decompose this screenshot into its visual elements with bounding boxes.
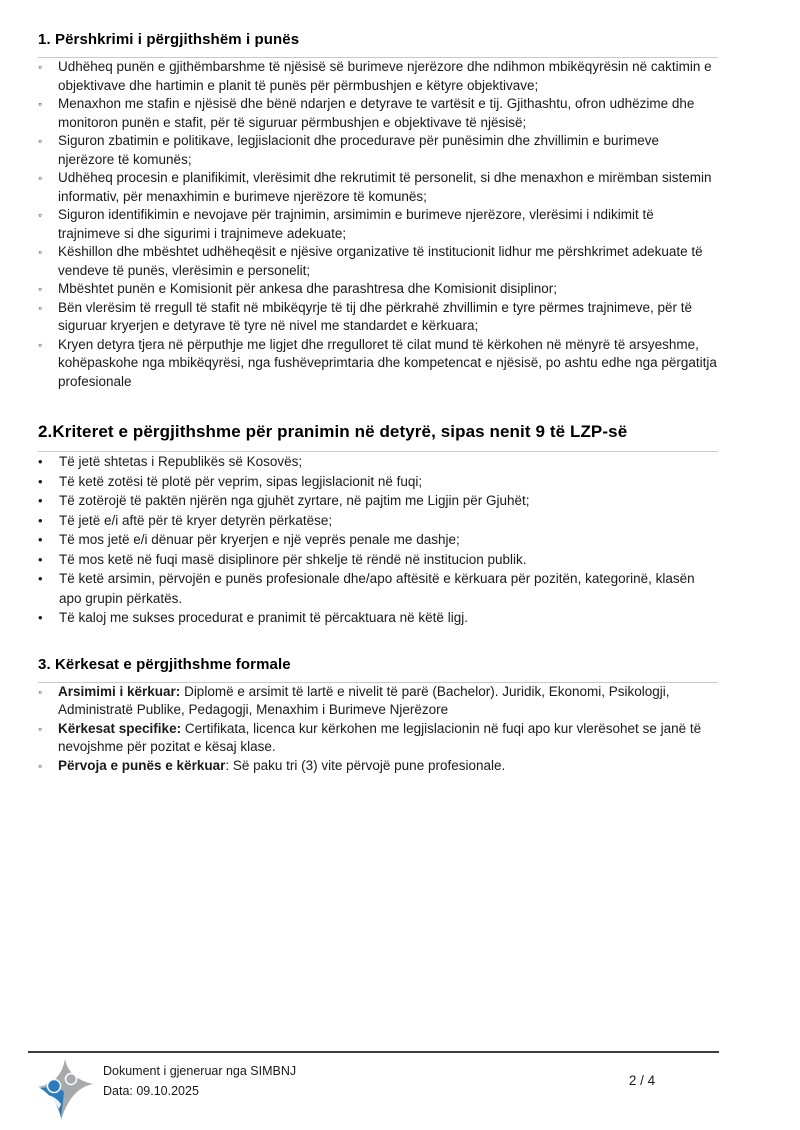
list-item bbox=[38, 95, 718, 132]
dot-bullet-icon: • bbox=[38, 493, 43, 508]
list-item-text bbox=[58, 683, 718, 720]
section-2-heading: 2.Kriteret e përgjithshme për pranimin në detyrë, sipas nenit 9 të LZP-së bbox=[38, 421, 718, 452]
list-item bbox=[38, 530, 718, 550]
dot-bullet-icon: • bbox=[38, 610, 43, 625]
circle-bullet-icon: ◦ bbox=[38, 134, 43, 148]
simbnj-logo-icon bbox=[34, 1057, 96, 1128]
list-item bbox=[38, 569, 718, 608]
circle-bullet-icon: ◦ bbox=[38, 245, 43, 259]
list-item bbox=[38, 511, 718, 531]
page-footer bbox=[0, 1051, 800, 1130]
circle-bullet-icon: ◦ bbox=[38, 171, 43, 185]
list-item-detail: Diplomë e arsimit të lartë e nivelit të parë (Bachelor). Juridik, Ekonomi, Psikologji, Administratë Publike, Pedagogji, Menaxhim i Burimeve Njerëzore bbox=[58, 683, 670, 717]
dot-bullet-icon: • bbox=[38, 532, 43, 547]
list-item-bold-label: Kërkesat specifike: bbox=[58, 720, 182, 736]
list-item-text: Udhëheq procesin e planifikimit, vlerësimit dhe rekrutimit të personelit, si dhe menaxhon e mirëmban sistemin informativ, për menaxhimin e burimeve njerëzore të komunës; bbox=[58, 170, 712, 204]
list-item bbox=[38, 169, 718, 206]
list-item bbox=[38, 472, 718, 492]
list-item-text: Siguron identifikimin e nevojave për trajnimin, arsimimin e burimeve njerëzore, vlerësimi i ndikimit të trajnimeve si dhe sigurimi i trajnimeve adekuate; bbox=[58, 207, 654, 241]
list-item-text: Siguron zbatimin e politikave, legjislacionit dhe procedurave për punësimin dhe zhvillimin e burimeve njerëzore të komunës; bbox=[58, 133, 660, 167]
list-item bbox=[38, 299, 718, 336]
list-item bbox=[38, 452, 718, 472]
list-item-text: Mbështet punën e Komisionit për ankesa dhe parashtresa dhe Komisionit disiplinor; bbox=[58, 281, 558, 296]
list-item bbox=[38, 243, 718, 280]
circle-bullet-icon: ◦ bbox=[38, 337, 43, 352]
page-number: 2 / 4 bbox=[628, 1073, 656, 1088]
section-1-heading: 1. Përshkrimi i përgjithshëm i punës bbox=[38, 30, 718, 58]
list-item bbox=[38, 550, 718, 570]
list-item-text: Të jetë e/i aftë për të kryer detyrën përkatëse; bbox=[59, 512, 333, 528]
list-item-text: Këshillon dhe mbështet udhëheqësit e njësive organizative të institucionit lidhur me përshkrimet adekuate të vendeve të punës, vlerësimin e personelit; bbox=[58, 244, 703, 278]
dot-bullet-icon: • bbox=[38, 571, 43, 586]
list-item bbox=[38, 280, 718, 299]
circle-bullet-icon: ◦ bbox=[38, 721, 43, 736]
list-item bbox=[38, 683, 718, 720]
list-item bbox=[38, 608, 718, 628]
list-item-text: Të mos ketë në fuqi masë disiplinore për shkelje të rëndë në institucion publik. bbox=[59, 551, 527, 567]
list-item-bold-label: Përvoja e punës e kërkuar bbox=[58, 757, 226, 773]
circle-bullet-icon: ◦ bbox=[38, 300, 43, 315]
dot-bullet-icon: • bbox=[38, 473, 43, 489]
circle-bullet-icon: ◦ bbox=[38, 684, 43, 699]
section-1-list bbox=[38, 58, 718, 391]
list-item-bold-label: Arsimimi i kërkuar: bbox=[58, 683, 181, 699]
list-item bbox=[38, 491, 718, 511]
list-item-text: Të ketë arsimin, përvojën e punës profesionale dhe/apo aftësitë e kërkuara për pozitën, kategorinë, klasën apo grupin përkatës. bbox=[59, 571, 695, 606]
list-item bbox=[38, 757, 718, 776]
list-item bbox=[38, 58, 718, 95]
list-item-text: Të zotërojë të paktën njërën nga gjuhët zyrtare, në pajtim me Ligjin për Gjuhët; bbox=[59, 493, 530, 508]
section-3-list bbox=[38, 683, 718, 776]
list-item-text bbox=[58, 720, 718, 757]
section-2-list bbox=[38, 452, 718, 628]
list-item bbox=[38, 336, 718, 392]
footer-date-text: Data: 09.10.2025 bbox=[103, 1083, 199, 1098]
list-item-text: Të mos jetë e/i dënuar për kryerjen e një veprës penale me dashje; bbox=[59, 532, 460, 547]
circle-bullet-icon: ◦ bbox=[38, 208, 43, 222]
list-item-text: Kryen detyra tjera në përputhje me ligjet dhe rregulloret të cilat mund të kërkohen në mënyrë të arsyeshme, kohëpaskohe nga mbikëqyrësi, nga fushëveprimtaria dhe kompetencat e njësisë, po ashtu edhe nga përgatitja profesionale bbox=[58, 336, 717, 389]
list-item bbox=[38, 132, 718, 169]
list-item-text: Menaxhon me stafin e njësisë dhe bënë ndarjen e detyrave te vartësit e tij. Gjithashtu, ofron udhëzime dhe monitoron punën e stafit, për të siguruar përmbushjen e objektivave të njësisë; bbox=[58, 96, 695, 130]
list-item-text: Udhëheq punën e gjithëmbarshme të njësisë së burimeve njerëzore dhe ndihmon mbikëqyrësin në caktimin e objektivave dhe hartimin e planit të punës për përmbushjen e këtyre objektivave; bbox=[58, 59, 712, 93]
list-item-text: Të kaloj me sukses procedurat e pranimit të përcaktuara në këtë ligj. bbox=[59, 610, 468, 625]
circle-bullet-icon: ◦ bbox=[38, 758, 43, 773]
footer-meta bbox=[103, 1062, 296, 1101]
dot-bullet-icon: • bbox=[38, 454, 43, 469]
section-3-heading: 3. Kërkesat e përgjithshme formale bbox=[38, 655, 718, 683]
list-item bbox=[38, 720, 718, 757]
list-item bbox=[38, 206, 718, 243]
list-item-text: Të jetë shtetas i Republikës së Kosovës; bbox=[59, 454, 303, 469]
list-item-text bbox=[58, 757, 718, 776]
circle-bullet-icon: ◦ bbox=[38, 97, 43, 111]
list-item-text: Bën vlerësim të rregull të stafit në mbikëqyrje të tij dhe përkrahë zhvillimin e tyre përmes trajnimeve, për të siguruar kryerjen e detyrave të tyre në nivel me standardet e kërkuara; bbox=[58, 299, 693, 333]
dot-bullet-icon: • bbox=[38, 512, 43, 528]
footer-generated-text: Dokument i gjeneruar nga SIMBNJ bbox=[103, 1064, 297, 1078]
dot-bullet-icon: • bbox=[38, 551, 43, 567]
list-item-detail: Certifikata, licenca kur kërkohen me legjislacionin në fuqi apo kur vlerësohet se janë të nevojshme për pozitat e kësaj klase. bbox=[58, 720, 702, 754]
circle-bullet-icon: ◦ bbox=[38, 282, 43, 296]
list-item-detail: : Së paku tri (3) vite përvojë pune profesionale. bbox=[225, 757, 506, 773]
list-item-text: Të ketë zotësi të plotë për veprim, sipas legjislacionit në fuqi; bbox=[59, 473, 423, 489]
circle-bullet-icon: ◦ bbox=[38, 60, 43, 74]
footer-divider bbox=[28, 1051, 719, 1053]
